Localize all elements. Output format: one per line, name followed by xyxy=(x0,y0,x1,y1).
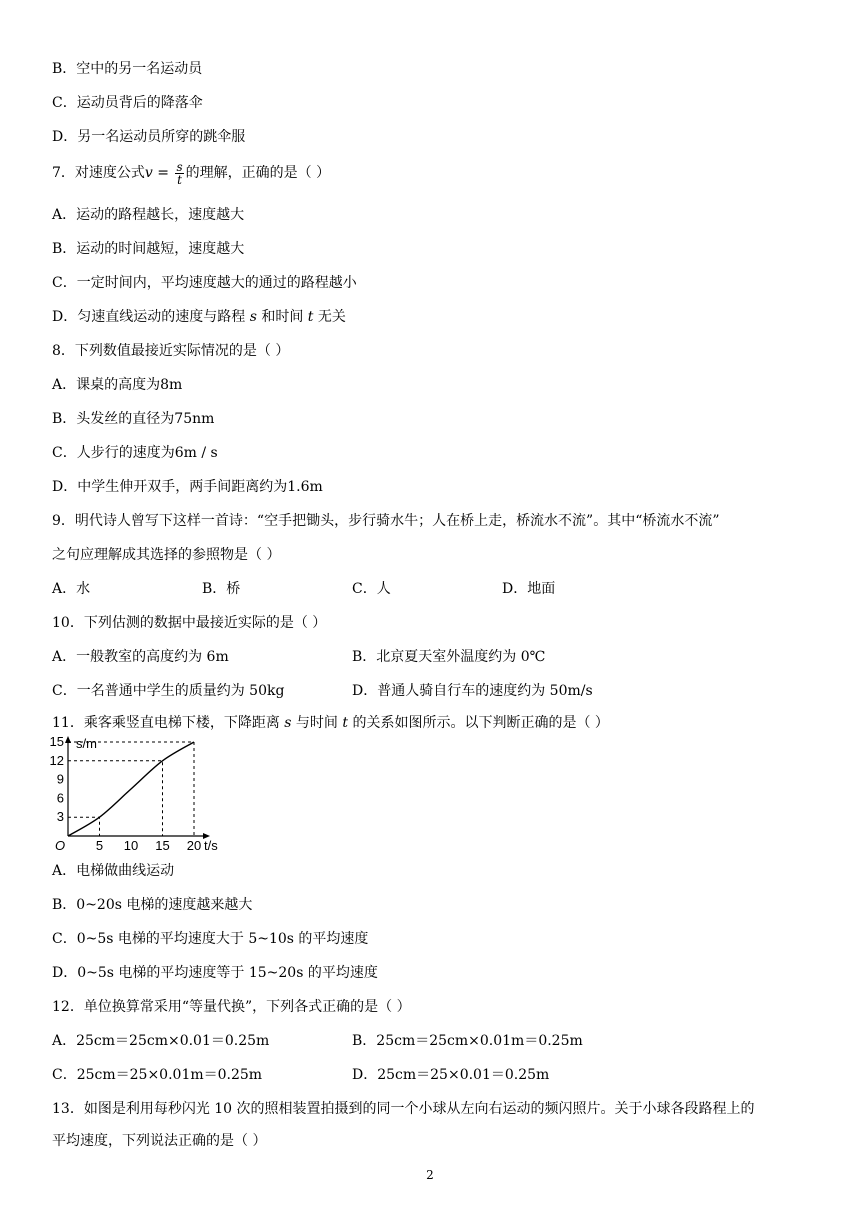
y-tick-label: 15 xyxy=(49,734,64,749)
q7-formula-eq: = xyxy=(152,165,174,181)
q9-option-d: D．地面 xyxy=(502,581,556,597)
q8-option-c: C．人步行的速度为6m / s xyxy=(52,445,218,461)
q6-option-b: B．空中的另一名运动员 xyxy=(52,61,203,77)
q7-formula-denominator: t xyxy=(177,172,182,187)
q11-option-d: D．0~5s 电梯的平均速度等于 15~20s 的平均速度 xyxy=(52,965,378,981)
q9-option-c: C．人 xyxy=(352,581,391,597)
y-tick-label: 3 xyxy=(56,809,64,825)
q12-option-d: D．25cm＝25×0.01＝0.25m xyxy=(352,1067,550,1083)
y-tick-label: 12 xyxy=(49,752,64,768)
x-tick-label: 20 xyxy=(186,838,202,853)
q10-option-c: C．一名普通中学生的质量约为 50kg xyxy=(52,683,285,699)
q11-option-b: B．0~20s 电梯的速度越来越大 xyxy=(52,897,253,913)
q8-option-d: D．中学生伸开双手，两手间距离约为1.6m xyxy=(52,479,323,495)
q12-stem: 12．单位换算常采用“等量代换”，下列各式正确的是（ ） xyxy=(52,999,411,1015)
q11-stem-text-a: 11．乘客乘竖直电梯下楼，下降距离 xyxy=(52,715,285,731)
q10-option-b: B．北京夏天室外温度约为 0℃ xyxy=(352,649,546,665)
q11-stem-text-c: 的关系如图所示。以下判断正确的是（ ） xyxy=(348,715,609,731)
q7-option-b: B．运动的时间越短，速度越大 xyxy=(52,241,245,257)
q7-stem-text-a: 7．对速度公式 xyxy=(52,165,145,181)
q10-stem: 10．下列估测的数据中最接近实际的是（ ） xyxy=(52,615,327,631)
series-line xyxy=(68,742,194,836)
q7-formula-v: v xyxy=(144,165,153,181)
q12-option-a: A．25cm＝25cm×0.01＝0.25m xyxy=(52,1033,270,1049)
page-number: 2 xyxy=(426,1168,434,1182)
q7-option-d-t: t xyxy=(307,309,314,325)
q7-option-d-text-c: 无关 xyxy=(313,309,346,325)
q13-stem-line1: 13．如图是利用每秒闪光 10 次的照相装置拍摄到的同一个小球从左向右运动的频闪照片。关于小球各段路程上的 xyxy=(52,1101,755,1117)
q7-option-c: C．一定时间内，平均速度越大的通过的路程越小 xyxy=(52,275,357,291)
q11-stem-s: s xyxy=(284,715,292,731)
q13-stem-line2: 平均速度，下列说法正确的是（ ） xyxy=(52,1133,267,1149)
q11-stem xyxy=(52,714,609,732)
x-tick-label: 5 xyxy=(95,838,104,853)
q7-formula-fraction xyxy=(175,161,183,186)
q10-option-d: D．普通人骑自行车的速度约为 50m/s xyxy=(352,683,593,699)
x-axis-label: t/s xyxy=(204,838,218,853)
q8-option-a: A．课桌的高度为8m xyxy=(52,377,183,393)
q11-option-c: C．0~5s 电梯的平均速度大于 5~10s 的平均速度 xyxy=(52,931,369,947)
q6-option-d: D．另一名运动员所穿的跳伞服 xyxy=(52,129,246,145)
q7-stem-text-b: 的理解，正确的是（ ） xyxy=(185,165,331,181)
q7-option-d xyxy=(52,308,346,326)
y-tick-label: 9 xyxy=(56,771,64,787)
q8-stem: 8．下列数值最接近实际情况的是（ ） xyxy=(52,343,290,359)
q9-stem-line1: 9．明代诗人曾写下这样一首诗：“空手把锄头，步行骑水牛；人在桥上走，桥流水不流”。其中“桥流水不流” xyxy=(52,513,720,529)
q7-formula-numerator: s xyxy=(176,159,183,174)
y-axis-label: s/m xyxy=(76,736,97,751)
q9-option-b: B．桥 xyxy=(202,581,241,597)
q7-option-d-text-a: D．匀速直线运动的速度与路程 xyxy=(52,309,250,325)
q11-stem-text-b: 与时间 xyxy=(291,715,343,731)
q10-option-a: A．一般教室的高度约为 6m xyxy=(52,649,229,665)
q9-option-a: A．水 xyxy=(52,581,91,597)
q7-stem xyxy=(52,158,330,188)
q7-option-d-text-b: 和时间 xyxy=(256,309,308,325)
y-tick-label: 6 xyxy=(56,790,64,806)
q6-option-c: C．运动员背后的降落伞 xyxy=(52,95,203,111)
q9-stem-line2: 之句应理解成其选择的参照物是（ ） xyxy=(52,547,281,563)
s-t-graph xyxy=(49,734,218,856)
x-tick-label: 10 xyxy=(123,838,139,853)
q12-option-b: B．25cm＝25cm×0.01m＝0.25m xyxy=(352,1033,583,1049)
q7-option-d-s: s xyxy=(249,309,257,325)
x-tick-label: 15 xyxy=(155,838,170,853)
origin-label: O xyxy=(54,838,66,853)
q7-option-a: A．运动的路程越长，速度越大 xyxy=(52,207,245,223)
q11-stem-t: t xyxy=(342,715,348,731)
q12-option-c: C．25cm＝25×0.01m＝0.25m xyxy=(52,1067,263,1083)
q8-option-b: B．头发丝的直径为75nm xyxy=(52,411,215,427)
q11-option-a: A．电梯做曲线运动 xyxy=(52,863,175,879)
